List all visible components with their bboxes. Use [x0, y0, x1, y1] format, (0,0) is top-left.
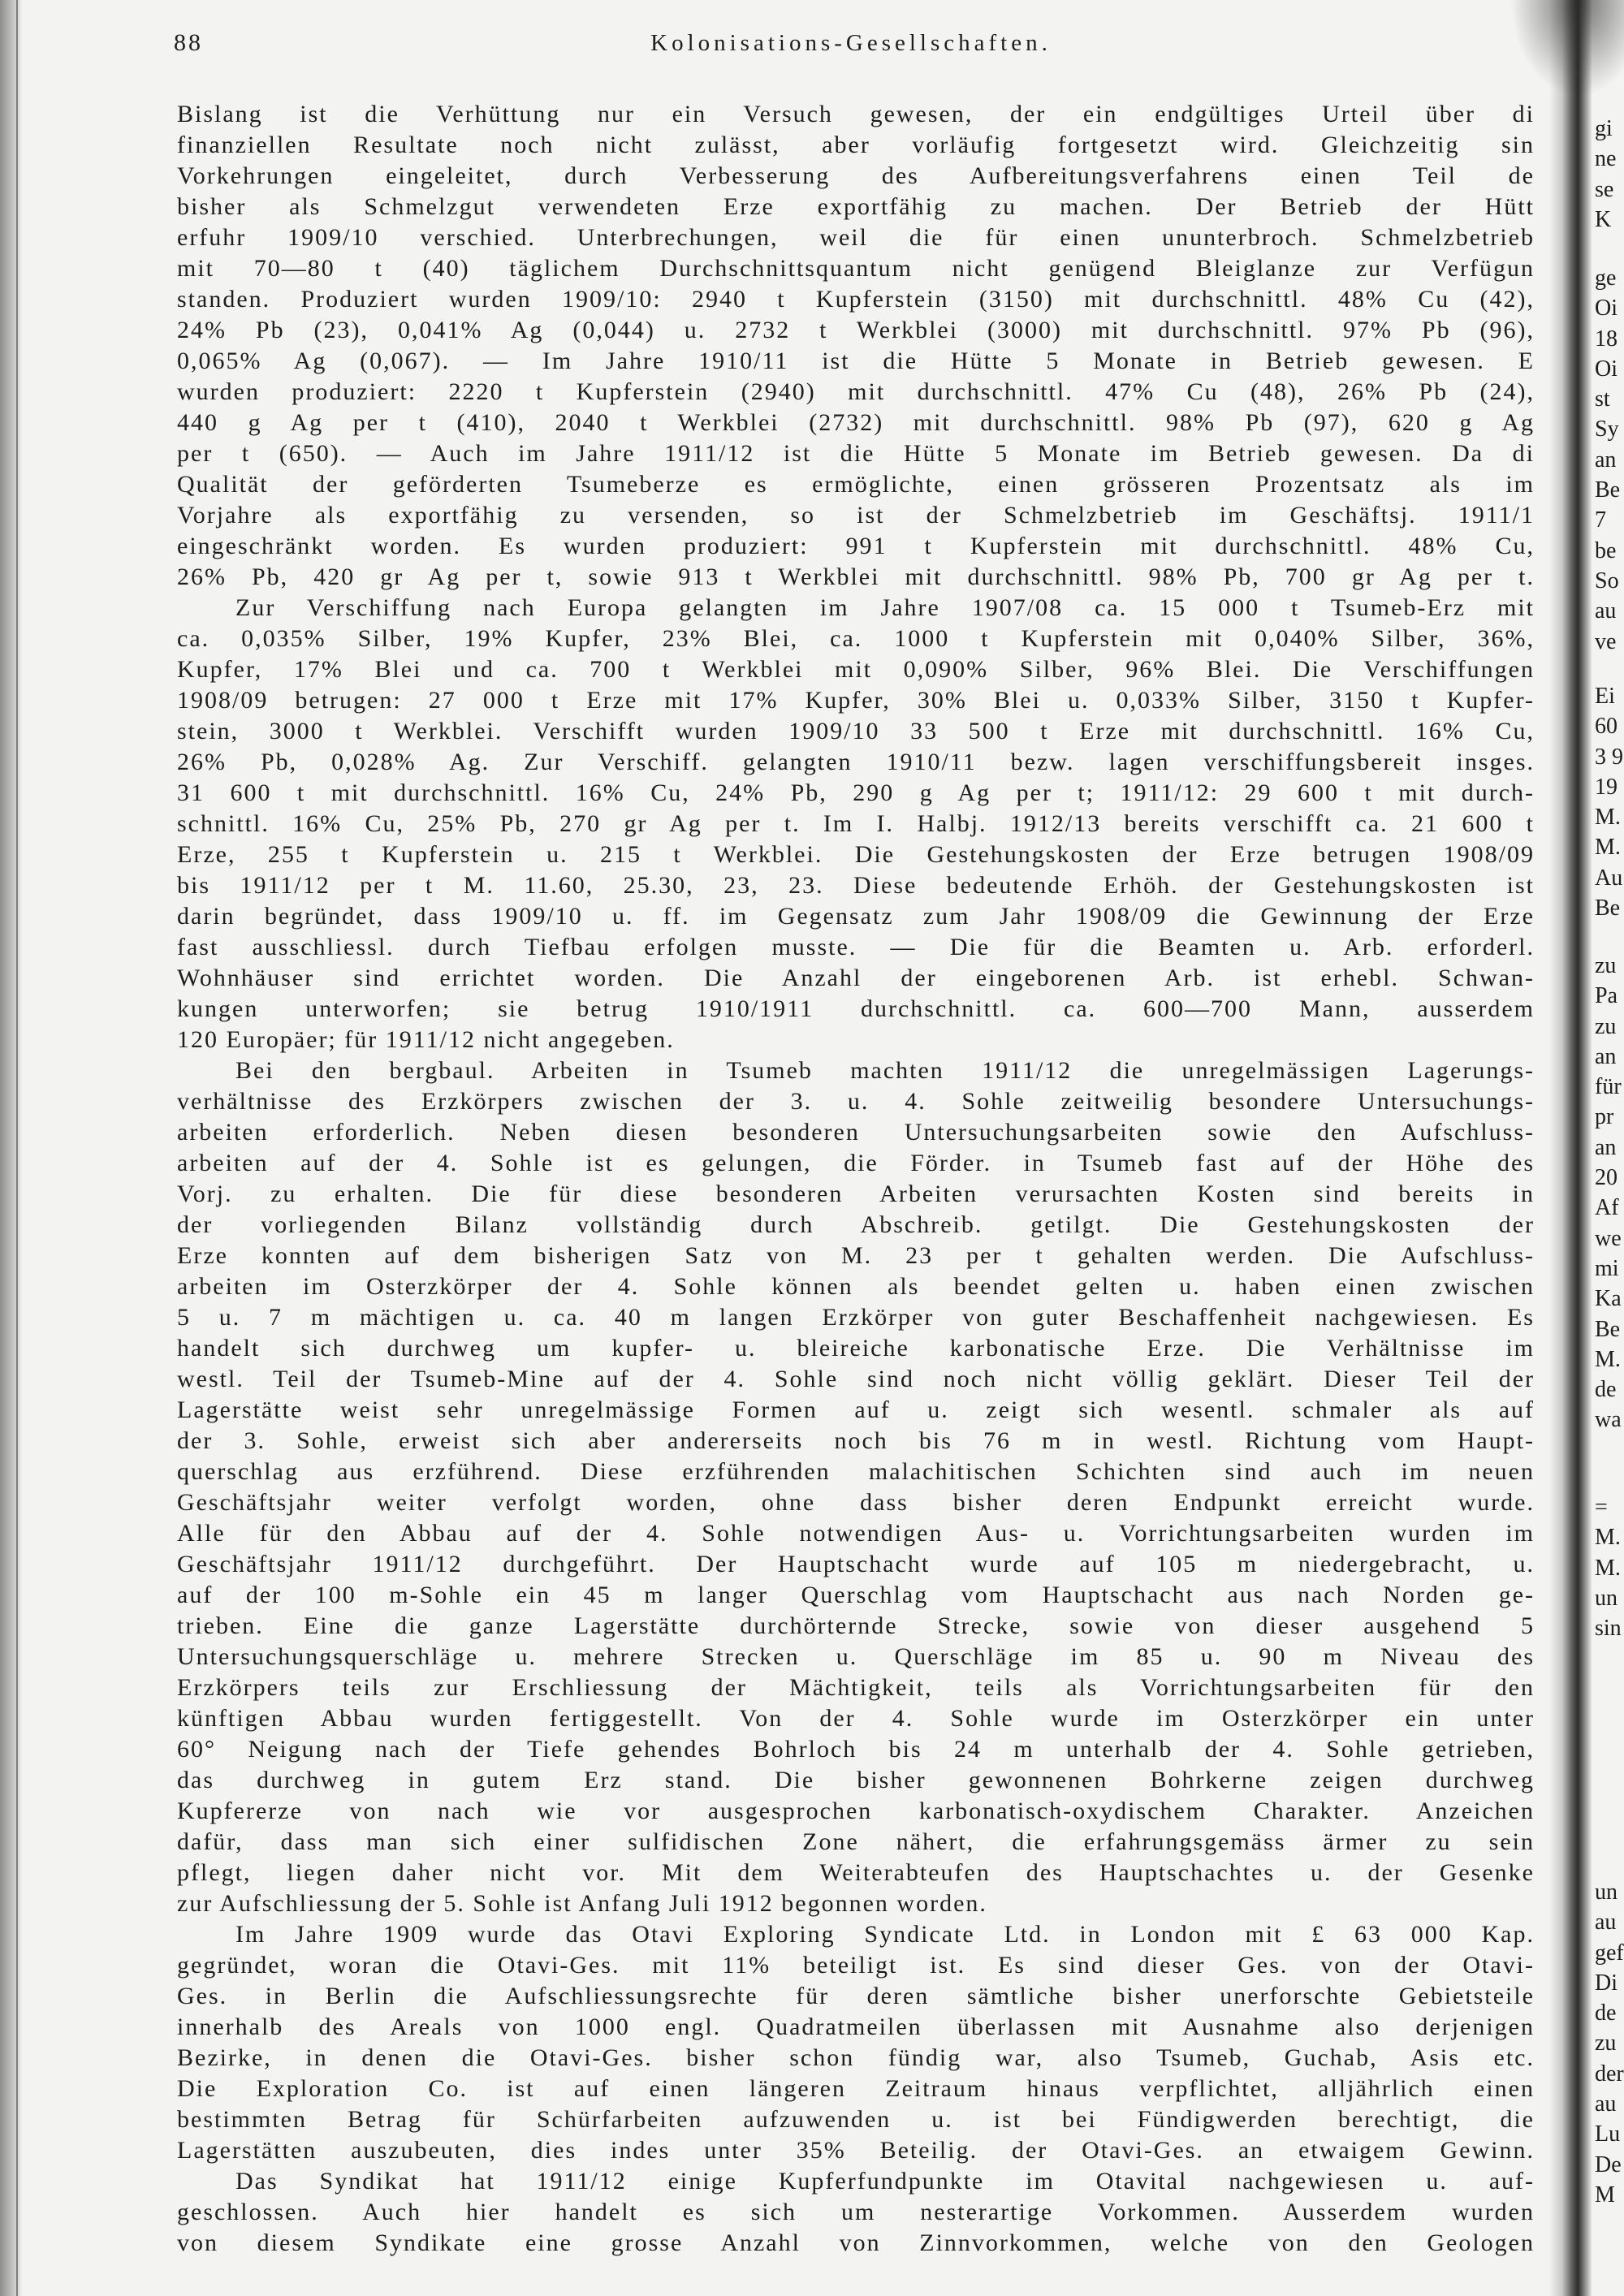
- text-line: 120 Europäer; für 1911/12 nicht angegeben.: [177, 1026, 675, 1053]
- next-page-fragment: Au: [1595, 865, 1623, 891]
- next-page-fragment: M.: [1595, 1525, 1621, 1551]
- next-page-fragment: pr: [1595, 1104, 1614, 1130]
- next-page-fragment: au: [1595, 598, 1617, 624]
- next-page-fragment: Di: [1595, 1970, 1618, 1996]
- text-line: der 3. Sohle, erweist sich aber andererseits noch bis 76 m in westl. Richtung vom Haupt-: [177, 1427, 1535, 1454]
- text-line: trieben. Eine die ganze Lagerstätte durchörternde Strecke, sowie von dieser ausgehend 5: [177, 1612, 1535, 1639]
- next-page-fragment: 60: [1595, 714, 1618, 740]
- paragraph: [177, 99, 1535, 593]
- text-line: handelt sich durchweg um kupfer- u. bleireiche karbonatische Erze. Die Verhältnisse im: [177, 1335, 1535, 1362]
- next-page-fragment: 18: [1595, 326, 1618, 352]
- text-line: Untersuchungsquerschläge u. mehrere Strecken u. Querschläge im 85 u. 90 m Niveau des: [177, 1643, 1535, 1670]
- text-line: bestimmten Betrag für Schürfarbeiten aufzuwenden u. ist bei Fündigwerden berechtigt, die: [177, 2106, 1535, 2133]
- text-line: 5 u. 7 m mächtigen u. ca. 40 m langen Erzkörper von guter Beschaffenheit nachgewiesen. Es: [177, 1304, 1535, 1331]
- text-line: mit 70—80 t (40) täglichem Durchschnittsquantum nicht genügend Bleiglanze zur Verfügun: [177, 255, 1535, 282]
- body-text: [177, 99, 1535, 2259]
- text-line: finanziellen Resultate noch nicht zulässt, aber vorläufig fortgesetzt wird. Gleichzeitig sin: [177, 132, 1535, 158]
- text-line: Das Syndikat hat 1911/12 einige Kupferfundpunkte im Otavital nachgewiesen u. auf-: [235, 2168, 1535, 2195]
- next-page-fragment: au: [1595, 2091, 1617, 2117]
- paragraph: [177, 593, 1535, 1055]
- text-line: gegründet, woran die Otavi-Ges. mit 11% beteiligt ist. Es sind dieser Ges. von der Otavi-: [177, 1952, 1535, 1979]
- text-line: darin begründet, dass 1909/10 u. ff. im Gegensatz zum Jahr 1908/09 die Gewinnung der Erze: [177, 903, 1535, 930]
- text-line: schnittl. 16% Cu, 25% Pb, 270 gr Ag per t. Im I. Halbj. 1912/13 bereits verschifft ca. 21 600 t: [177, 810, 1535, 837]
- next-page-fragment: st: [1595, 386, 1610, 412]
- next-page-fragment: ve: [1595, 628, 1617, 654]
- next-page-fragment: M.: [1595, 835, 1621, 861]
- text-line: Geschäftsjahr 1911/12 durchgeführt. Der Hauptschacht wurde auf 105 m niedergebracht, u.: [177, 1551, 1535, 1577]
- book-gutter-shadow: [1549, 0, 1592, 2296]
- next-page-fragment: wa: [1595, 1407, 1622, 1433]
- text-line: Kupfer, 17% Blei und ca. 700 t Werkblei mit 0,090% Silber, 96% Blei. Die Verschiffungen: [177, 656, 1535, 683]
- text-line: arbeiten erforderlich. Neben diesen besonderen Untersuchungsarbeiten sowie den Aufschluss-: [177, 1119, 1535, 1146]
- next-page-fragment-block: [1595, 1877, 1624, 2210]
- next-page-fragment: Sy: [1595, 416, 1619, 442]
- next-page-fragment: ne: [1595, 146, 1617, 172]
- next-page-fragment: Ei: [1595, 684, 1615, 709]
- text-line: Vorj. zu erhalten. Die für diese besonderen Arbeiten verursachten Kosten sind bereits in: [177, 1180, 1535, 1207]
- text-line: bis 1911/12 per t M. 11.60, 25.30, 23, 23. Diese bedeutende Erhöh. der Gestehungskosten ist: [177, 872, 1535, 899]
- next-page-fragment: un: [1595, 1585, 1618, 1611]
- text-line: verhältnisse des Erzkörpers zwischen der 3. u. 4. Sohle zeitweilig besondere Untersuchungs-: [177, 1088, 1535, 1115]
- next-page-fragment: M: [1595, 2182, 1615, 2208]
- next-page-fragment: Af: [1595, 1195, 1619, 1221]
- text-line: Erze konnten auf dem bisherigen Satz von M. 23 per t gehalten werden. Die Aufschluss-: [177, 1242, 1535, 1269]
- page-number: 88: [174, 29, 203, 56]
- next-page-fragment: be: [1595, 537, 1617, 563]
- text-line: 24% Pb (23), 0,041% Ag (0,044) u. 2732 t Werkblei (3000) mit durchschnittl. 97% Pb (96),: [177, 317, 1535, 343]
- text-line: erfuhr 1909/10 verschied. Unterbrechungen, weil die für einen ununterbroch. Schmelzbetrieb: [177, 224, 1535, 251]
- text-line: Zur Verschiffung nach Europa gelangten im Jahre 1907/08 ca. 15 000 t Tsumeb-Erz mit: [235, 594, 1535, 621]
- text-line: Bislang ist die Verhüttung nur ein Versuch gewesen, der ein endgültiges Urteil über di: [177, 101, 1535, 127]
- text-line: Bezirke, in denen die Otavi-Ges. bisher schon fündig war, also Tsumeb, Guchab, Asis etc.: [177, 2044, 1535, 2071]
- next-page-fragment: der: [1595, 2061, 1624, 2087]
- next-page-fragment: de: [1595, 1377, 1617, 1403]
- text-line: 60° Neigung nach der Tiefe gehendes Bohrloch bis 24 m unterhalb der 4. Sohle getrieben,: [177, 1736, 1535, 1763]
- next-page-fragment: Pa: [1595, 983, 1618, 1009]
- text-line: 26% Pb, 0,028% Ag. Zur Verschiff. gelangten 1910/11 bezw. lagen verschiffungsbereit insges.: [177, 749, 1535, 775]
- text-line: Erzkörpers teils zur Erschliessung der Mächtigkeit, teils als Vorrichtungsarbeiten für den: [177, 1674, 1535, 1701]
- next-page-fragment: Oi: [1595, 356, 1618, 382]
- next-page-fragment: we: [1595, 1225, 1622, 1251]
- next-page-fragment: M.: [1595, 805, 1621, 831]
- next-page-fragment: 19: [1595, 774, 1618, 800]
- next-page-fragment: Be: [1595, 896, 1621, 921]
- text-line: Vorkehrungen eingeleitet, durch Verbesserung des Aufbereitungsverfahrens einen Teil de: [177, 162, 1535, 189]
- next-page-fragment-block: [1595, 681, 1623, 923]
- text-line: der vorliegenden Bilanz vollständig durch Abschreib. getilgt. Die Gestehungskosten der: [177, 1211, 1535, 1238]
- running-title: Kolonisations-Gesellschaften.: [650, 30, 1052, 56]
- text-line: arbeiten auf der 4. Sohle ist es gelungen, die Förder. in Tsumeb fast auf der Höhe des: [177, 1150, 1535, 1176]
- text-line: Geschäftsjahr weiter verfolgt worden, ohne dass bisher deren Endpunkt erreicht wurde.: [177, 1489, 1535, 1516]
- text-line: wurden produziert: 2220 t Kupferstein (2940) mit durchschnittl. 47% Cu (48), 26% Pb (24),: [177, 378, 1535, 405]
- text-line: arbeiten im Osterzkörper der 4. Sohle können als beendet gelten u. haben einen zwischen: [177, 1273, 1535, 1300]
- text-line: 440 g Ag per t (410), 2040 t Werkblei (2732) mit durchschnittl. 98% Pb (97), 620 g Ag: [177, 409, 1535, 436]
- next-page-fragment: M.: [1595, 1346, 1621, 1372]
- next-page-fragment: ge: [1595, 265, 1617, 291]
- text-line: Qualität der geförderten Tsumeberze es ermöglichte, einen grösseren Prozentsatz als im: [177, 471, 1535, 498]
- next-page-fragment: 7: [1595, 507, 1606, 533]
- next-page-fragment: de: [1595, 2000, 1617, 2026]
- next-page-fragment-block: [1595, 263, 1620, 657]
- paragraph: [177, 1055, 1535, 1919]
- text-line: innerhalb des Areals von 1000 engl. Quadratmeilen überlassen mit Ausnahme also derjenigen: [177, 2013, 1535, 2040]
- next-page-fragment: au: [1595, 1910, 1617, 1936]
- paragraph: [177, 1919, 1535, 2166]
- text-line: fast ausschliessl. durch Tiefbau erfolgen musste. — Die für die Beamten u. Arb. erforderl.: [177, 934, 1535, 960]
- next-page-fragment-block: [1595, 114, 1616, 235]
- text-line: westl. Teil der Tsumeb-Mine auf der 4. Sohle sind noch nicht völlig geklärt. Dieser Teil der: [177, 1366, 1535, 1392]
- text-line: Vorjahre als exportfähig zu versenden, so ist der Schmelzbetrieb im Geschäftsj. 1911/1: [177, 502, 1535, 529]
- next-page-fragment: se: [1595, 176, 1614, 202]
- next-page-fragment: sin: [1595, 1616, 1622, 1642]
- text-line: Kupfererze von nach wie vor ausgesprochen karbonatisch-oxydischem Charakter. Anzeichen: [177, 1798, 1535, 1824]
- next-page-fragment: =: [1595, 1495, 1608, 1520]
- next-page-fragment: Be: [1595, 1316, 1621, 1342]
- next-page-fragment: zu: [1595, 953, 1617, 978]
- paragraph: [177, 2166, 1535, 2259]
- text-line: Bei den bergbaul. Arbeiten in Tsumeb machten 1911/12 die unregelmässigen Lagerungs-: [235, 1057, 1535, 1084]
- next-page-fragment: gef: [1595, 1940, 1624, 1966]
- text-line: standen. Produziert wurden 1909/10: 2940 t Kupferstein (3150) mit durchschnittl. 48% Cu (42),: [177, 286, 1535, 313]
- text-line: auf der 100 m-Sohle ein 45 m langer Querschlag vom Hauptschacht aus nach Norden ge-: [177, 1582, 1535, 1608]
- text-line: Im Jahre 1909 wurde das Otavi Exploring Syndicate Ltd. in London mit £ 63 000 Kap.: [235, 1921, 1535, 1948]
- next-page-fragment: K: [1595, 206, 1612, 232]
- next-page-fragment: mi: [1595, 1255, 1619, 1281]
- next-page-fragment-block: [1595, 1492, 1622, 1643]
- text-line: dafür, dass man sich einer sulfidischen Zone nähert, die erfahrungsgemäss ärmer zu sein: [177, 1828, 1535, 1855]
- text-line: Lagerstätten auszubeuten, dies indes unter 35% Beteilig. der Otavi-Ges. an etwaigem Gewinn.: [177, 2137, 1535, 2164]
- next-page-fragment: für: [1595, 1074, 1622, 1100]
- next-page-fragment: M.: [1595, 1555, 1621, 1581]
- text-line: Erze, 255 t Kupferstein u. 215 t Werkblei. Die Gestehungskosten der Erze betrugen 1908/09: [177, 841, 1535, 868]
- next-page-fragment: So: [1595, 568, 1619, 593]
- next-page-fragment: 20: [1595, 1165, 1618, 1191]
- text-line: Die Exploration Co. ist auf einen längeren Zeitraum hinaus verpflichtet, alljährlich einen: [177, 2075, 1535, 2102]
- text-line: Lagerstätte weist sehr unregelmässige Formen auf u. zeigt sich wesentl. schmaler als auf: [177, 1396, 1535, 1423]
- text-line: querschlag aus erzführend. Diese erzführenden malachitischen Schichten sind auch im neuen: [177, 1458, 1535, 1485]
- next-page-fragment: gi: [1595, 116, 1613, 141]
- text-line: bisher als Schmelzgut verwendeten Erze exportfähig zu machen. Der Betrieb der Hütt: [177, 193, 1535, 220]
- text-line: zur Aufschliessung der 5. Sohle ist Anfang Juli 1912 begonnen worden.: [177, 1890, 987, 1917]
- next-page-strip: [1595, 0, 1624, 2296]
- text-line: geschlossen. Auch hier handelt es sich um nesterartige Vorkommen. Ausserdem wurden: [177, 2199, 1535, 2225]
- text-line: 0,065% Ag (0,067). — Im Jahre 1910/11 ist die Hütte 5 Monate in Betrieb gewesen. E: [177, 347, 1535, 374]
- next-page-fragment: zu: [1595, 1013, 1617, 1039]
- text-line: kungen unterworfen; sie betrug 1910/1911 durchschnittl. ca. 600—700 Mann, ausserdem: [177, 995, 1535, 1022]
- next-page-fragment: zu: [1595, 2031, 1617, 2056]
- next-page-fragment: 3 9: [1595, 744, 1623, 770]
- text-line: von diesem Syndikate eine grosse Anzahl von Zinnvorkommen, welche von den Geologen: [177, 2229, 1535, 2256]
- text-line: künftigen Abbau wurden fertiggestellt. Von der 4. Sohle wurde im Osterzkörper ein unter: [177, 1705, 1535, 1732]
- next-page-fragment: Ka: [1595, 1286, 1622, 1312]
- text-line: ca. 0,035% Silber, 19% Kupfer, 23% Blei, ca. 1000 t Kupferstein mit 0,040% Silber, 36%,: [177, 625, 1535, 652]
- next-page-fragment: De: [1595, 2151, 1622, 2177]
- text-line: per t (650). — Auch im Jahre 1911/12 ist die Hütte 5 Monate im Betrieb gewesen. Da di: [177, 440, 1535, 467]
- text-line: pflegt, liegen daher nicht vor. Mit dem Weiterabteufen des Hauptschachtes u. der Gesenke: [177, 1859, 1535, 1886]
- next-page-fragment: an: [1595, 1043, 1617, 1069]
- text-line: das durchweg in gutem Erz stand. Die bisher gewonnenen Bohrkerne zeigen durchweg: [177, 1767, 1535, 1793]
- text-line: Ges. in Berlin die Aufschliessungsrechte für deren sämtliche bisher unerforschte Gebietsteile: [177, 1983, 1535, 2009]
- next-page-fragment: Be: [1595, 477, 1621, 503]
- page-left-edge-line: [16, 0, 18, 2296]
- text-line: Alle für den Abbau auf der 4. Sohle notwendigen Aus- u. Vorrichtungsarbeiten wurden im: [177, 1520, 1535, 1547]
- next-page-fragment: Lu: [1595, 2121, 1621, 2147]
- next-page-fragment: an: [1595, 447, 1617, 473]
- page-left-edge-shadow: [0, 0, 23, 2296]
- text-line: stein, 3000 t Werkblei. Verschifft wurden 1909/10 33 500 t Erze mit durchschnittl. 16% Cu,: [177, 718, 1535, 744]
- text-line: 31 600 t mit durchschnittl. 16% Cu, 24% Pb, 290 g Ag per t; 1911/12: 29 600 t mit durch-: [177, 779, 1535, 806]
- text-line: Wohnhäuser sind errichtet worden. Die Anzahl der eingeborenen Arb. ist erhebl. Schwan-: [177, 965, 1535, 991]
- next-page-fragment-block: [1595, 951, 1622, 1435]
- next-page-fragment: an: [1595, 1134, 1617, 1160]
- text-line: eingeschränkt worden. Es wurden produziert: 991 t Kupferstein mit durchschnittl. 48% Cu,: [177, 533, 1535, 559]
- next-page-fragment: un: [1595, 1880, 1618, 1905]
- text-line: 26% Pb, 420 gr Ag per t, sowie 913 t Werkblei mit durchschnittl. 98% Pb, 700 gr Ag per t.: [177, 563, 1535, 590]
- text-line: 1908/09 betrugen: 27 000 t Erze mit 17% Kupfer, 30% Blei u. 0,033% Silber, 3150 t Kupfer-: [177, 687, 1535, 714]
- next-page-fragment: Oi: [1595, 296, 1618, 322]
